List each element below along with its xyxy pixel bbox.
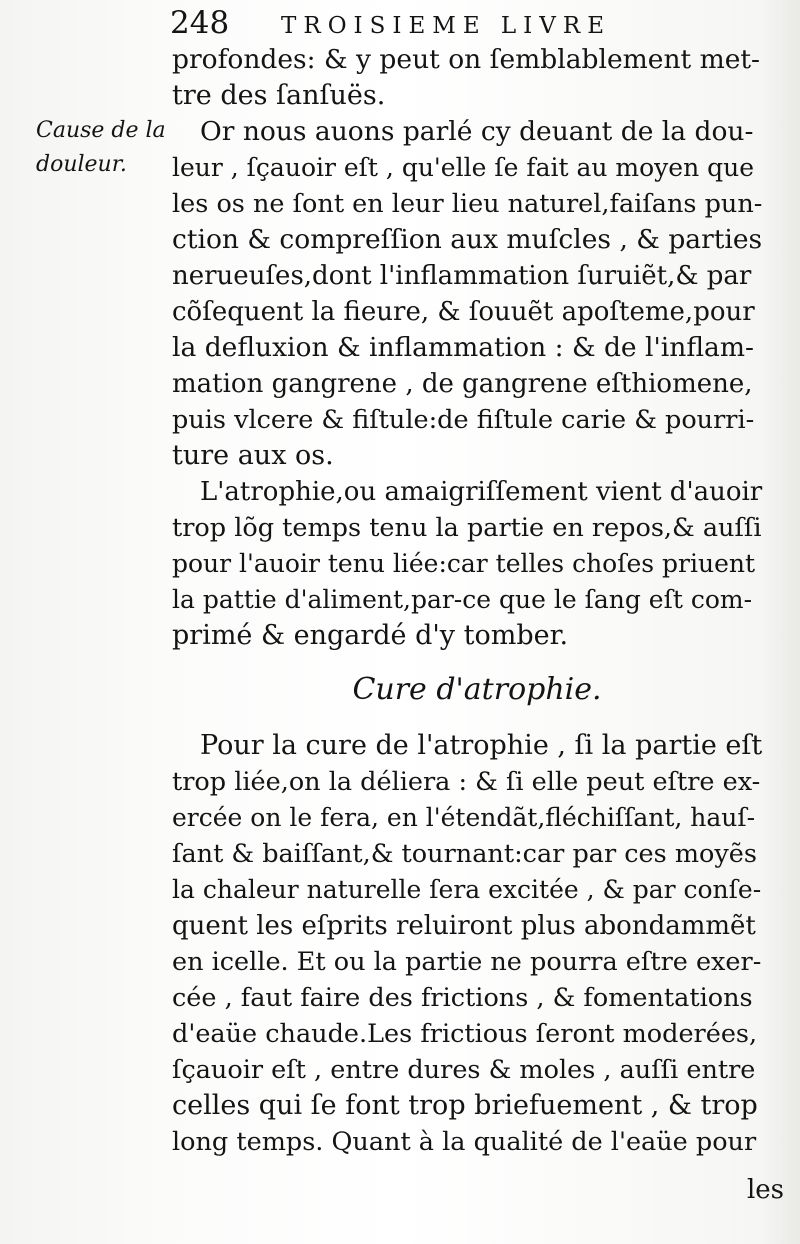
text-line: Or nous auons parlé cy deuant de la dou- bbox=[200, 116, 754, 147]
text-line: la pattie d'aliment,par-ce que le ſang eſt com- bbox=[172, 585, 753, 614]
marginal-note-line: douleur. bbox=[36, 152, 127, 177]
text-line: mation gangrene , de gangrene eſthiomene, bbox=[172, 369, 753, 399]
text-line: trop liée,on la déliera : & ſi elle peut eſtre ex- bbox=[172, 767, 761, 797]
text-line: ſant & baiſſant,& tournant:car par ces moyẽs bbox=[172, 839, 757, 869]
text-line: pour l'auoir tenu liée:car telles choſes priuent bbox=[172, 549, 756, 578]
text-line: nerueuſes,dont l'inflammation ſuruiẽt,& par bbox=[172, 261, 752, 291]
catchword: les bbox=[746, 1175, 784, 1205]
text-line: quent les eſprits reluiront plus abondammẽt bbox=[172, 911, 756, 941]
text-line: ture aux os. bbox=[172, 440, 334, 471]
paragraph-2 bbox=[172, 114, 762, 474]
text-line: en icelle. Et ou la partie ne pourra eſtre exer- bbox=[172, 947, 762, 977]
paragraph-3 bbox=[172, 474, 762, 654]
text-line: cõſequent la fieure, & ſouuẽt apoſteme,pour bbox=[172, 297, 755, 327]
text-line: cée , faut faire des frictions , & fomentations bbox=[172, 983, 753, 1013]
text-line: les os ne ſont en leur lieu naturel,faiſans pun- bbox=[172, 189, 763, 219]
text-line: long temps. Quant à la qualité de l'eaüe pour bbox=[172, 1127, 757, 1157]
text-line: la chaleur naturelle ſera excitée , & par conſe- bbox=[172, 875, 762, 904]
book-title: TROISIEME LIVRE bbox=[281, 13, 611, 39]
text-line: ercée on le fera, en l'étendãt,fléchiſſant, hauſ- bbox=[172, 803, 756, 832]
paragraph-4 bbox=[172, 728, 762, 1160]
section-heading: Cure d'atrophie. bbox=[352, 672, 602, 707]
text-line: Pour la cure de l'atrophie , ſi la partie eſt bbox=[200, 730, 763, 761]
text-line: puis vlcere & fiſtule:de fiſtule carie & pourri- bbox=[172, 405, 755, 435]
paragraph-1 bbox=[172, 42, 762, 114]
text-line: primé & engardé d'y tomber. bbox=[172, 620, 569, 651]
text-line: celles qui ſe font trop briefuement , & trop bbox=[172, 1090, 758, 1121]
text-line: profondes: & y peut on ſemblablement met- bbox=[172, 44, 760, 75]
text-line: la defluxion & inflammation : & de l'inflam- bbox=[172, 332, 754, 363]
text-line: ction & compreſſion aux muſcles , & parties bbox=[172, 224, 763, 255]
text-line: leur , ſçauoir eſt , qu'elle ſe fait au moyen que bbox=[172, 153, 755, 182]
marginal-note-line: Cause de la bbox=[36, 118, 166, 143]
text-line: trop lõg temps tenu la partie en repos,& auſſi bbox=[172, 513, 762, 543]
body-text bbox=[172, 42, 762, 1160]
text-line: tre des ſanſuës. bbox=[172, 80, 386, 111]
text-line: d'eaüe chaude.Les frictious ſeront moderées, bbox=[172, 1019, 758, 1049]
text-line: ſçauoir eſt , entre dures & moles , auſſi entre bbox=[172, 1055, 756, 1085]
marginal-note bbox=[36, 114, 166, 182]
page-number: 248 bbox=[170, 5, 230, 41]
running-head bbox=[170, 4, 770, 42]
text-line: L'atrophie,ou amaigriſſement vient d'auoir bbox=[200, 477, 763, 507]
